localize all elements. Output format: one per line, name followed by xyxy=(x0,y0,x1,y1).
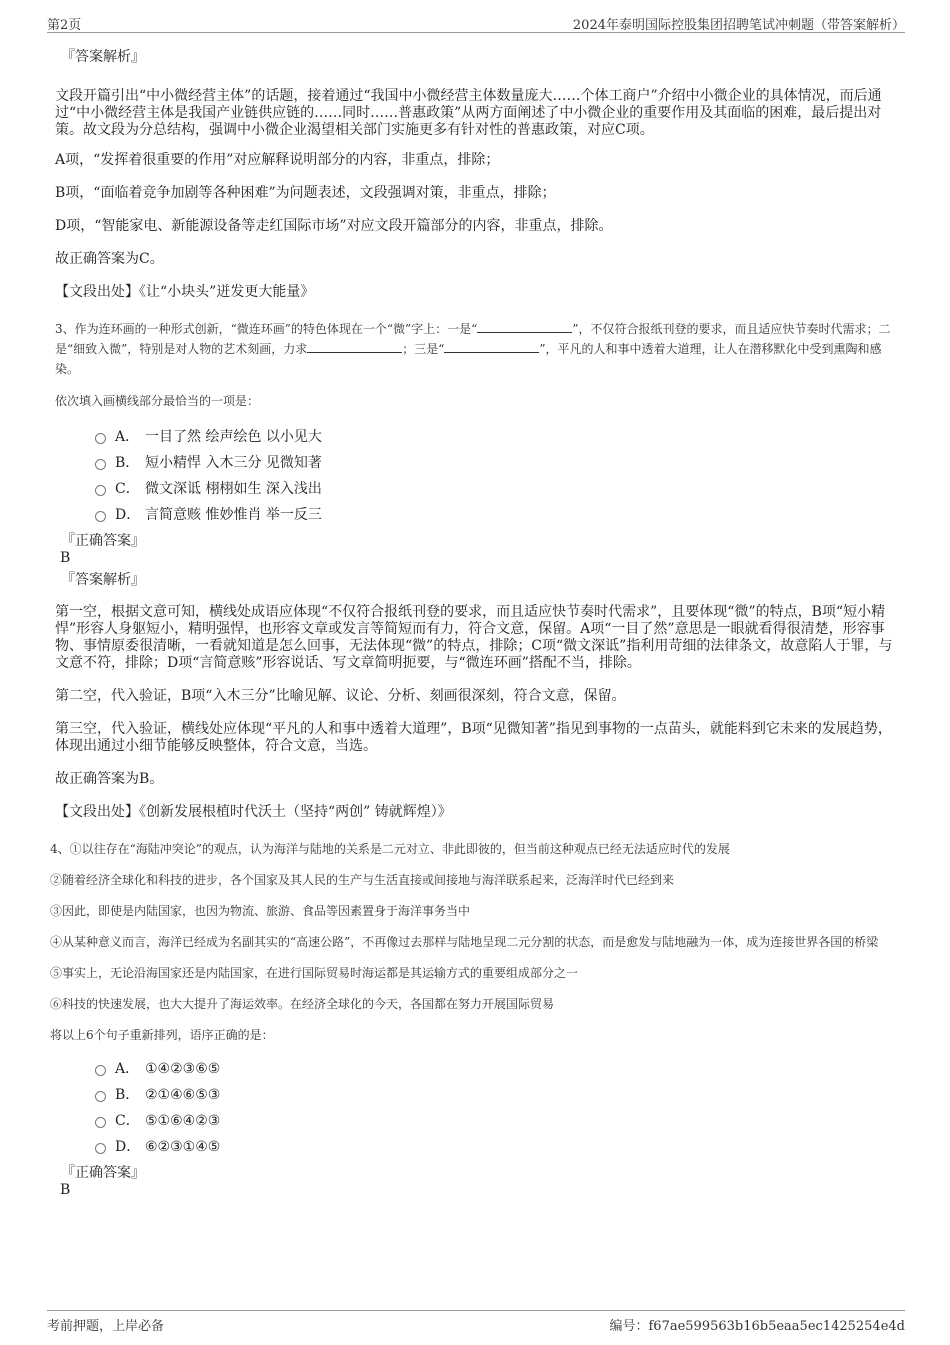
analysis-paragraph: D项，“智能家电、新能源设备等走红国际市场”对应文段开篇部分的内容，非重点，排除。 xyxy=(55,218,613,234)
analysis-paragraph: 第三空，代入验证，横线处应体现“平凡的人和事中透着大道理”，B项“见微知著”指见到事物的一点苗头，就能料到它未来的发展趋势，体现出通过小细节能够反映整体，符合文意，当选。 xyxy=(55,721,892,754)
analysis-paragraph: B项，“面临着竞争加剧等各种困难”为问题表述，文段强调对策，非重点，排除； xyxy=(55,185,556,201)
radio-button[interactable] xyxy=(95,1117,106,1128)
radio-button[interactable] xyxy=(95,485,106,496)
correct-answer-label: 『正确答案』 xyxy=(61,533,145,549)
option-letter: A． xyxy=(115,1061,140,1077)
stem-part: ；三是“ xyxy=(402,342,445,356)
fill-blank xyxy=(444,340,539,353)
option-text: 言简意赅 惟妙惟肖 举一反三 xyxy=(145,507,322,523)
option-d[interactable] xyxy=(95,1134,905,1160)
option-letter: C． xyxy=(115,1113,140,1129)
page-header xyxy=(47,10,905,33)
conclusion: 故正确答案为B。 xyxy=(55,771,164,787)
option-letter: B． xyxy=(115,1087,140,1103)
option-text: 短小精悍 入木三分 见微知著 xyxy=(145,455,322,471)
correct-answer: B xyxy=(60,550,71,566)
analysis-paragraph: 文段开篇引出“中小微经营主体”的话题，接着通过“我国中小微经营主体数量庞大……个体工商户”介绍中小微企业的具体情况，而后通过“中小微经营主体是我国产业链供应链的……同时……普惠政策”从两方面阐述了中小微企业的重要作用及其面临的困难，最后提出对策。故文段为分总结构，强调中小微企业渴望相关部门实施更多有针对性的普惠政策，对应C项。 xyxy=(55,88,882,138)
option-text: ①④②③⑥⑤ xyxy=(145,1061,221,1077)
question-stem xyxy=(55,319,905,379)
radio-button[interactable] xyxy=(95,459,106,470)
sentence-6: ⑥科技的快速发展，也大大提升了海运效率。在经济全球化的今天，各国都在努力开展国际贸易 xyxy=(50,997,555,1011)
radio-button[interactable] xyxy=(95,1143,106,1154)
document-title: 2024年泰明国际控股集团招聘笔试冲刺题（带答案解析） xyxy=(572,18,905,33)
stem-part: ”，不仅符合报纸刊登的要求，而且适应快节奏时代需求；二是“细致入微”，特别是对人物的艺术刻画，力求 xyxy=(55,322,891,356)
analysis-paragraph: 第一空，根据文意可知，横线处成语应体现“不仅符合报纸刊登的要求，而且适应快节奏时代需求”，且要体现“微”的特点，B项“短小精悍”形容人身躯短小，精明强悍，也形容文章或发言等简短而有力，符合文意，保留。A项“一目了然”意思是一眼就看得很清楚，形容事物、事情原委很清晰，一看就知道是怎么回事，无法体现“微”的特点，排除；C项“微文深诋”指利用苛细的法律条文，故意陷人于罪，与文意不符，排除；D项“言简意赅”形容说话、写文章简明扼要，与“微连环画”搭配不当，排除。 xyxy=(55,604,893,671)
option-text: ⑥②③①④⑤ xyxy=(145,1139,221,1155)
option-text: ②①④⑥⑤③ xyxy=(145,1087,221,1103)
fill-blank xyxy=(477,320,572,333)
page-footer xyxy=(47,1310,905,1333)
document-code: 编号：f67ae599563b16b5eaa5ec1425254e4d xyxy=(609,1319,905,1334)
conclusion: 故正确答案为C。 xyxy=(55,251,164,267)
option-letter: C． xyxy=(115,481,140,497)
option-d[interactable] xyxy=(95,502,905,528)
option-letter: B． xyxy=(115,455,140,471)
radio-button[interactable] xyxy=(95,433,106,444)
radio-button[interactable] xyxy=(95,1065,106,1076)
option-letter: D． xyxy=(115,1139,141,1155)
stem-part: 3、作为连环画的一种形式创新，“微连环画”的特色体现在一个“微”字上：一是“ xyxy=(55,322,478,336)
option-text: ⑤①⑥④②③ xyxy=(145,1113,221,1129)
sentence-4: ④从某种意义而言，海洋已经成为名副其实的“高速公路”，不再像过去那样与陆地呈现二元分割的状态，而是愈发与陆地融为一体，成为连接世界各国的桥梁 xyxy=(50,935,879,949)
source-citation: 【文段出处】《让“小块头”迸发更大能量》 xyxy=(55,284,315,300)
option-letter: D． xyxy=(115,507,141,523)
sentence-5: ⑤事实上，无论沿海国家还是内陆国家，在进行国际贸易时海运都是其运输方式的重要组成部分之一 xyxy=(50,966,579,980)
option-text: 一目了然 绘声绘色 以小见大 xyxy=(145,429,322,445)
analysis-paragraph: 第二空，代入验证，B项“入木三分”比喻见解、议论、分析、刻画很深刻，符合文意，保留。 xyxy=(55,688,626,704)
sentence-2: ②随着经济全球化和科技的进步，各个国家及其人民的生产与生活直接或间接地与海洋联系起来，泛海洋时代已经到来 xyxy=(50,873,675,887)
option-a[interactable] xyxy=(95,1056,905,1082)
analysis-paragraph: A项，“发挥着很重要的作用”对应解释说明部分的内容，非重点，排除； xyxy=(55,152,500,168)
radio-button[interactable] xyxy=(95,1091,106,1102)
correct-answer-label: 『正确答案』 xyxy=(61,1165,145,1181)
stem-part: ”，平凡的人和事中透着大道理，让人在潜移默化中受到熏陶和感染。 xyxy=(55,342,882,376)
option-list xyxy=(55,1056,905,1160)
option-list xyxy=(55,424,905,528)
question-prompt: 将以上6个句子重新排列，语序正确的是： xyxy=(50,1028,274,1042)
source-citation: 【文段出处】《创新发展根植时代沃土（坚持“两创” 铸就辉煌）》 xyxy=(55,804,452,820)
answer-analysis-label: 『答案解析』 xyxy=(61,572,145,588)
radio-button[interactable] xyxy=(95,511,106,522)
option-letter: A． xyxy=(115,429,140,445)
question-prompt: 依次填入画横线部分最恰当的一项是： xyxy=(55,394,260,408)
option-a[interactable] xyxy=(95,424,905,450)
answer-analysis-label: 『答案解析』 xyxy=(61,49,145,65)
option-text: 微文深诋 栩栩如生 深入浅出 xyxy=(145,481,322,497)
option-c[interactable] xyxy=(95,1108,905,1134)
footer-slogan: 考前押题，上岸必备 xyxy=(47,1319,165,1334)
option-b[interactable] xyxy=(95,450,905,476)
page-content xyxy=(50,40,905,1199)
fill-blank xyxy=(307,340,402,353)
page-number: 第2页 xyxy=(47,18,82,33)
sentence-1: 4、①以往存在“海陆冲突论”的观点，认为海洋与陆地的关系是二元对立、非此即彼的，但当前这种观点已经无法适应时代的发展 xyxy=(50,842,730,856)
option-b[interactable] xyxy=(95,1082,905,1108)
correct-answer: B xyxy=(60,1182,71,1198)
sentence-3: ③因此，即使是内陆国家，也因为物流、旅游、食品等因素置身于海洋事务当中 xyxy=(50,904,471,918)
option-c[interactable] xyxy=(95,476,905,502)
